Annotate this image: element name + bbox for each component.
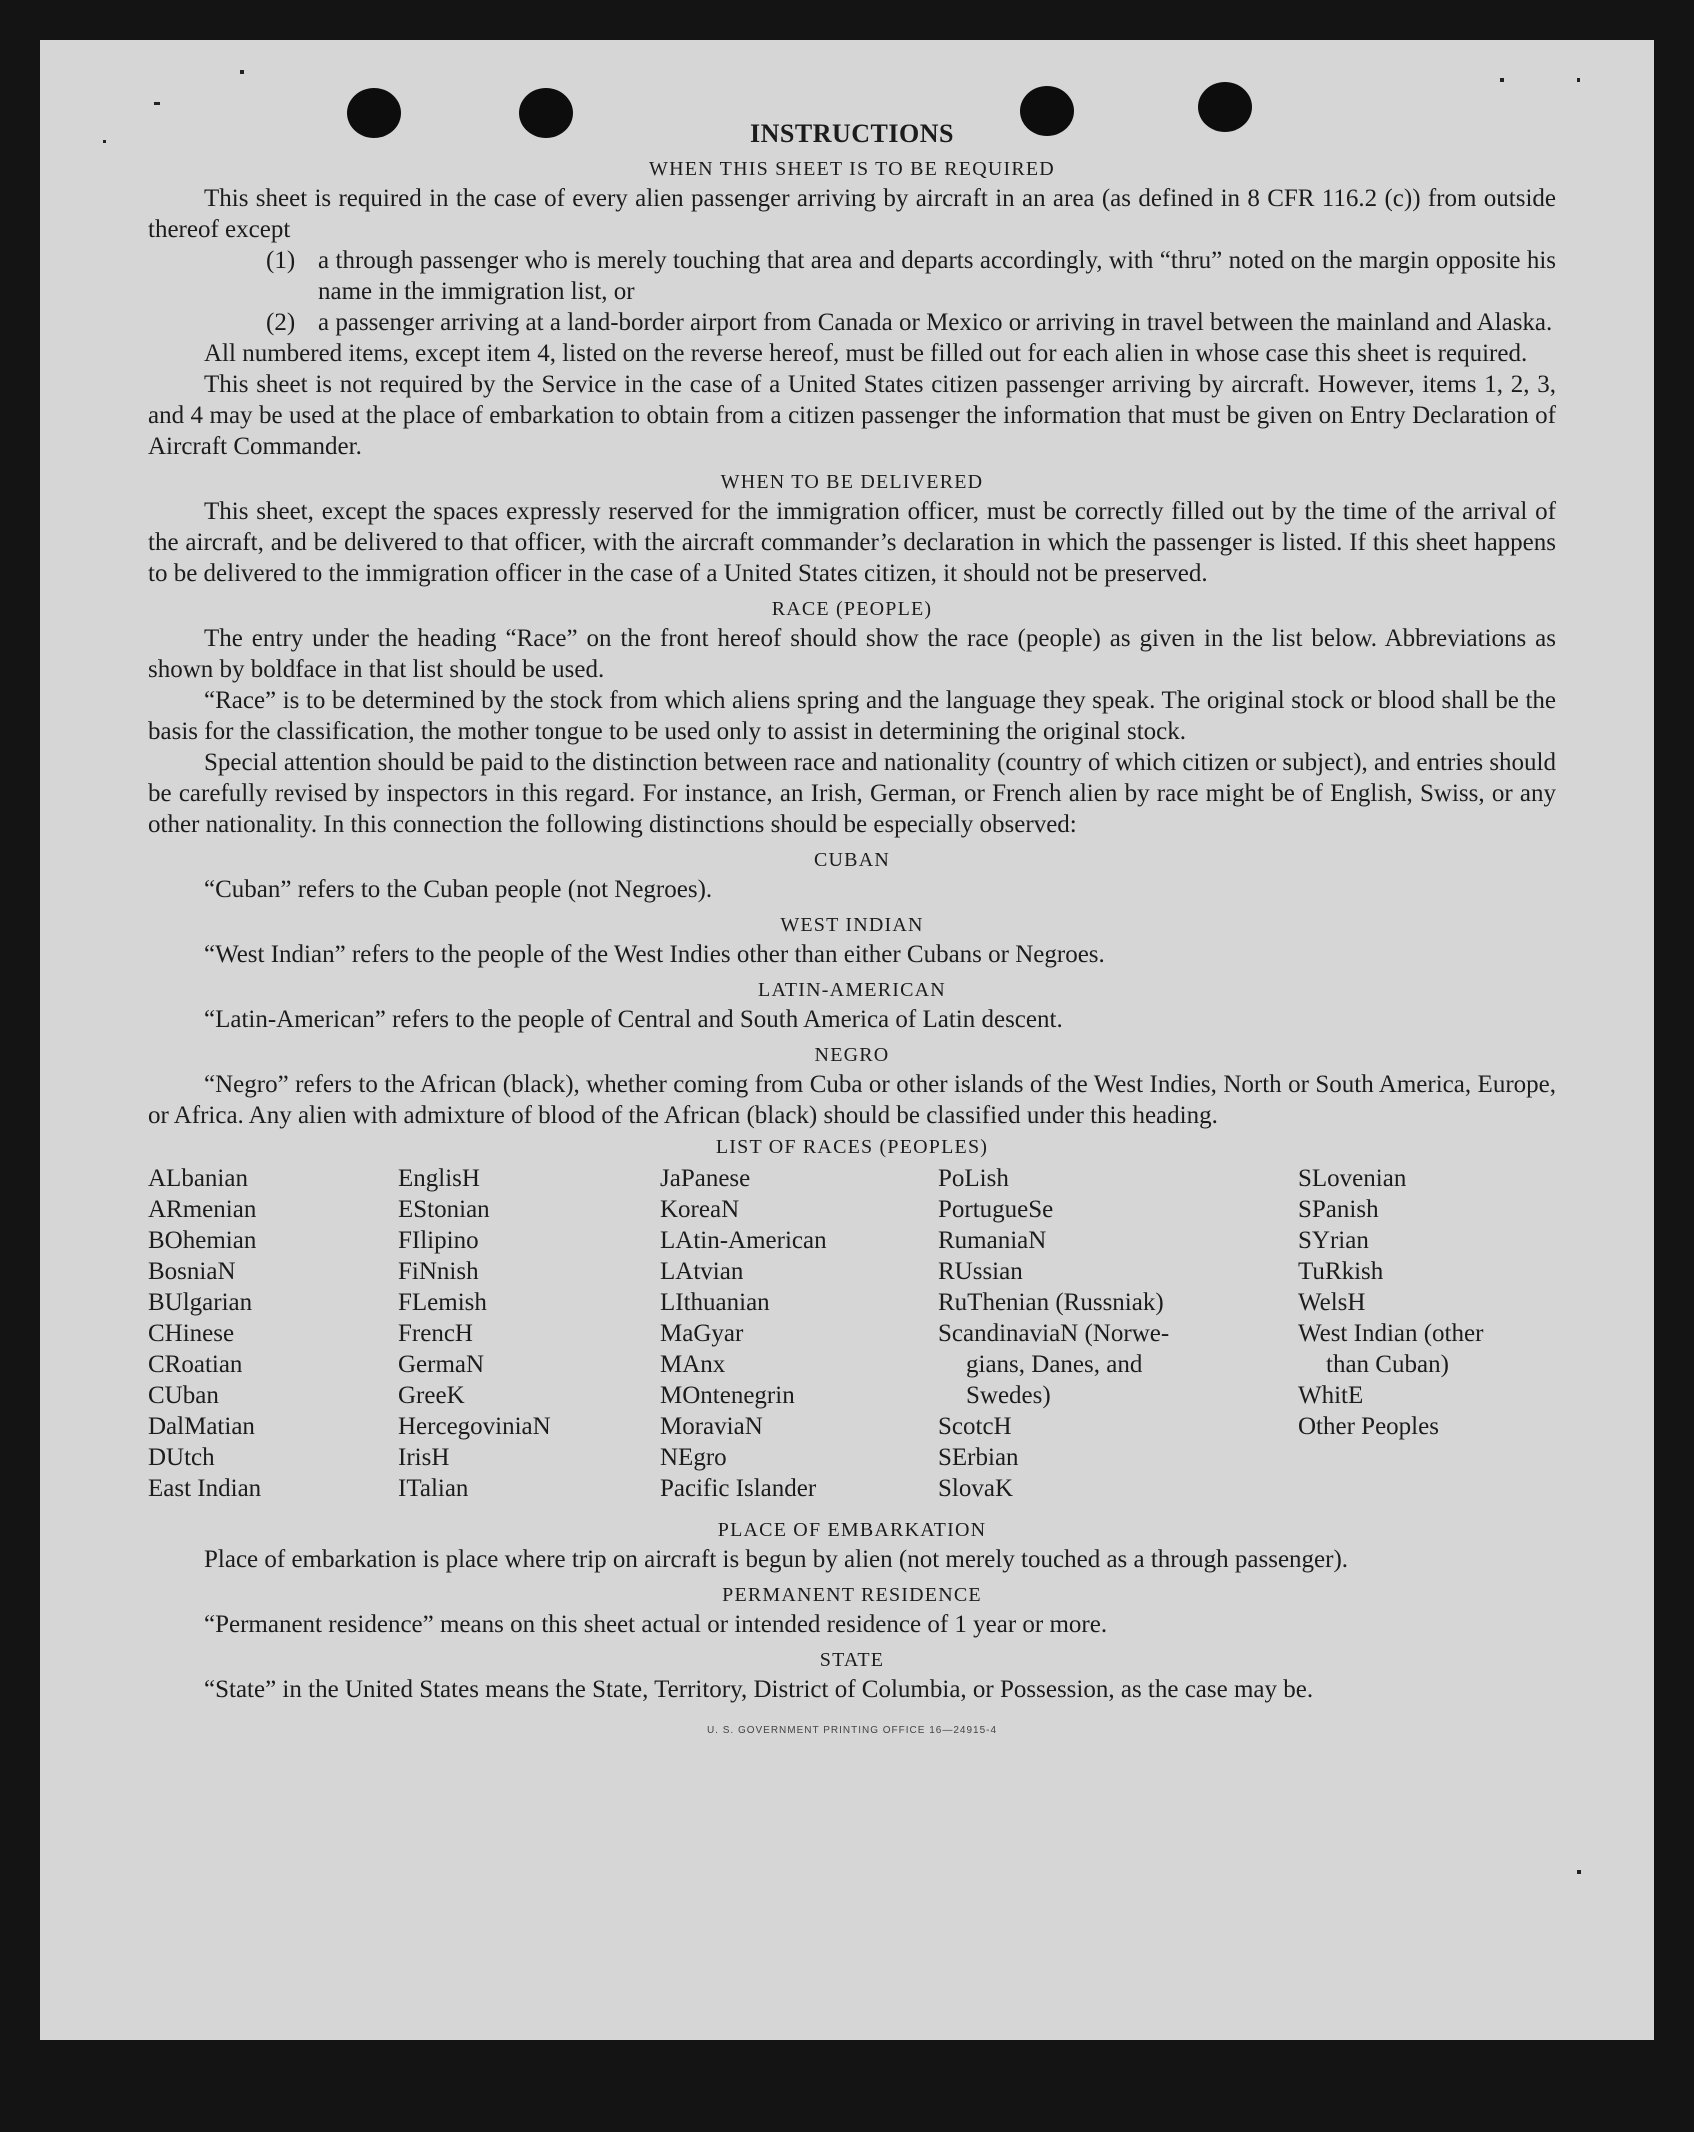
race-item: than Cuban) [1326,1351,1449,1378]
race-item: BOhemian [148,1227,257,1254]
race-item: East Indian [148,1475,262,1502]
heading-place-of-embarkation: PLACE OF EMBARKATION [717,1519,987,1541]
race-item: FLemish [398,1289,487,1316]
race-item: Other Peoples [1298,1413,1439,1440]
paragraph: Place of embarkation is place where trip on aircraft is begun by alien (not merely touched as a through passenger). [204,1546,1349,1573]
race-item: SLovenian [1298,1165,1407,1192]
race-item: FIlipino [398,1227,479,1254]
race-item: SlovaK [938,1475,1013,1502]
race-item: CHinese [148,1320,235,1347]
paragraph: “Permanent residence” means on this sheet actual or intended residence of 1 year or more. [204,1611,1108,1638]
race-item: GermaN [398,1351,485,1378]
race-item: Swedes) [966,1382,1051,1409]
page-title: INSTRUCTIONS [750,119,954,148]
race-column [398,1163,660,1504]
race-item: ARmenian [148,1196,257,1223]
paragraph: This sheet is required in the case of every alien passenger arriving by aircraft in an area (as defined in 8 CFR 116.2 (c)) from outside thereof except [148,185,1556,243]
paragraph: Special attention should be paid to the distinction between race and nationality (country of which citizen or subject), and entries should be carefully revised by inspectors in this regard. For instance, an Irish, German, or French alien by race might be of English, Swiss, or any other nationality. In this connection the following distinctions should be especially observed: [148,749,1556,838]
heading-permanent-residence: PERMANENT RESIDENCE [722,1584,982,1606]
race-item: ITalian [398,1475,469,1502]
race-list [148,1163,1556,1504]
race-item: Pacific Islander [660,1475,817,1502]
paragraph: The entry under the heading “Race” on the front hereof should show the race (people) as given in the list below. Abbreviations as shown by boldface in that list should be used. [148,625,1556,683]
race-item: RuThenian (Russniak) [938,1289,1164,1316]
race-item: PoLish [938,1165,1009,1192]
race-item: DalMatian [148,1413,255,1440]
race-item: GreeK [398,1382,465,1409]
scan-speck [1577,1870,1581,1874]
race-item: MoraviaN [660,1413,763,1440]
heading-race: RACE (PEOPLE) [771,598,933,620]
race-item: IrisH [398,1444,450,1471]
race-item: SErbian [938,1444,1019,1471]
race-item: CUban [148,1382,219,1409]
numbered-item [148,307,1556,338]
race-item: SYrian [1298,1227,1369,1254]
scan-speck [154,102,160,105]
race-item: LIthuanian [660,1289,770,1316]
race-item: CRoatian [148,1351,243,1378]
race-item: KoreaN [660,1196,740,1223]
paragraph: This sheet, except the spaces expressly reserved for the immigration officer, must be correctly filled out by the time of the arrival of the aircraft, and be delivered to that officer, with the aircraft commander’s declaration in which the passenger is listed. If this sheet happens to be delivered to the immigration officer in the case of a United States citizen, it should not be preserved. [148,498,1556,587]
race-item: WhitE [1298,1382,1364,1409]
race-column [1298,1163,1556,1504]
race-item: MaGyar [660,1320,744,1347]
paragraph: “Cuban” refers to the Cuban people (not Negroes). [204,876,713,903]
heading-cuban: CUBAN [813,849,890,871]
instructions-content [148,118,1556,1746]
race-item: SPanish [1298,1196,1379,1223]
paragraph: “West Indian” refers to the people of the West Indies other than either Cubans or Negroes. [204,941,1105,968]
paragraph: “Race” is to be determined by the stock from which aliens spring and the language they speak. The original stock or blood shall be the basis for the classification, the mother tongue to be used only to assist in determining the original stock. [148,687,1556,745]
heading-state: STATE [819,1649,885,1671]
printing-office-footer: U. S. GOVERNMENT PRINTING OFFICE 16—24915-4 [706,1725,998,1736]
race-item: RumaniaN [938,1227,1047,1254]
document-sheet [40,40,1654,2040]
race-item: BUlgarian [148,1289,253,1316]
race-item: West Indian (other [1298,1320,1484,1347]
scan-speck [1500,78,1504,82]
race-item: NEgro [660,1444,727,1471]
race-column [660,1163,938,1504]
race-item: LAtvian [660,1258,744,1285]
heading-west-indian: WEST INDIAN [780,914,924,936]
heading-latin-american: LATIN-AMERICAN [758,979,946,1001]
item-number: (1) [266,247,296,274]
numbered-item [148,245,1556,307]
race-item: DUtch [148,1444,215,1471]
heading-when-required: WHEN THIS SHEET IS TO BE REQUIRED [649,158,1055,180]
item-number: (2) [266,309,296,336]
race-item: TuRkish [1298,1258,1384,1285]
scan-speck [1577,78,1580,82]
race-column [148,1163,398,1504]
race-item: LAtin-American [660,1227,827,1254]
race-item: JaPanese [660,1165,751,1192]
race-item: WelsH [1298,1289,1366,1316]
paragraph: “Negro” refers to the African (black), whether coming from Cuba or other islands of the West Indies, North or South America, Europe, or Africa. Any alien with admixture of blood of the African (black) should be classified under this heading. [148,1071,1556,1129]
race-item: ScotcH [938,1413,1012,1440]
race-item: PortugueSe [938,1196,1054,1223]
race-item: BosniaN [148,1258,236,1285]
race-item: FrencH [398,1320,473,1347]
race-item: MAnx [660,1351,726,1378]
race-item: FiNnish [398,1258,479,1285]
race-item: HercegoviniaN [398,1413,551,1440]
race-item: EnglisH [398,1165,480,1192]
race-item: ALbanian [148,1165,248,1192]
race-item: RUssian [938,1258,1023,1285]
race-column [938,1163,1298,1504]
heading-list-of-races: LIST OF RACES (PEOPLES) [715,1136,989,1158]
paragraph: All numbered items, except item 4, listed on the reverse hereof, must be filled out for each alien in whose case this sheet is required. [204,340,1528,367]
paragraph: “Latin-American” refers to the people of Central and South America of Latin descent. [204,1006,1063,1033]
paragraph: This sheet is not required by the Service in the case of a United States citizen passenger arriving by aircraft. However, items 1, 2, 3, and 4 may be used at the place of embarkation to obtain from a citizen passenger the information that must be given on Entry Declaration of Aircraft Commander. [148,371,1556,460]
race-item: MOntenegrin [660,1382,795,1409]
item-text: a through passenger who is merely touching that area and departs accordingly, with “thru” noted on the margin opposite his name in the immigration list, or [318,247,1556,305]
race-item: ScandinaviaN (Norwe- [938,1320,1170,1347]
scan-speck [103,140,106,143]
paragraph: “State” in the United States means the State, Territory, District of Columbia, or Possession, as the case may be. [204,1676,1314,1703]
heading-when-delivered: WHEN TO BE DELIVERED [720,471,984,493]
item-text: a passenger arriving at a land-border airport from Canada or Mexico or arriving in travel between the mainland and Alaska. [318,309,1553,336]
scan-speck [240,70,244,74]
race-item: EStonian [398,1196,490,1223]
heading-negro: NEGRO [814,1044,890,1066]
race-item: gians, Danes, and [966,1351,1143,1378]
